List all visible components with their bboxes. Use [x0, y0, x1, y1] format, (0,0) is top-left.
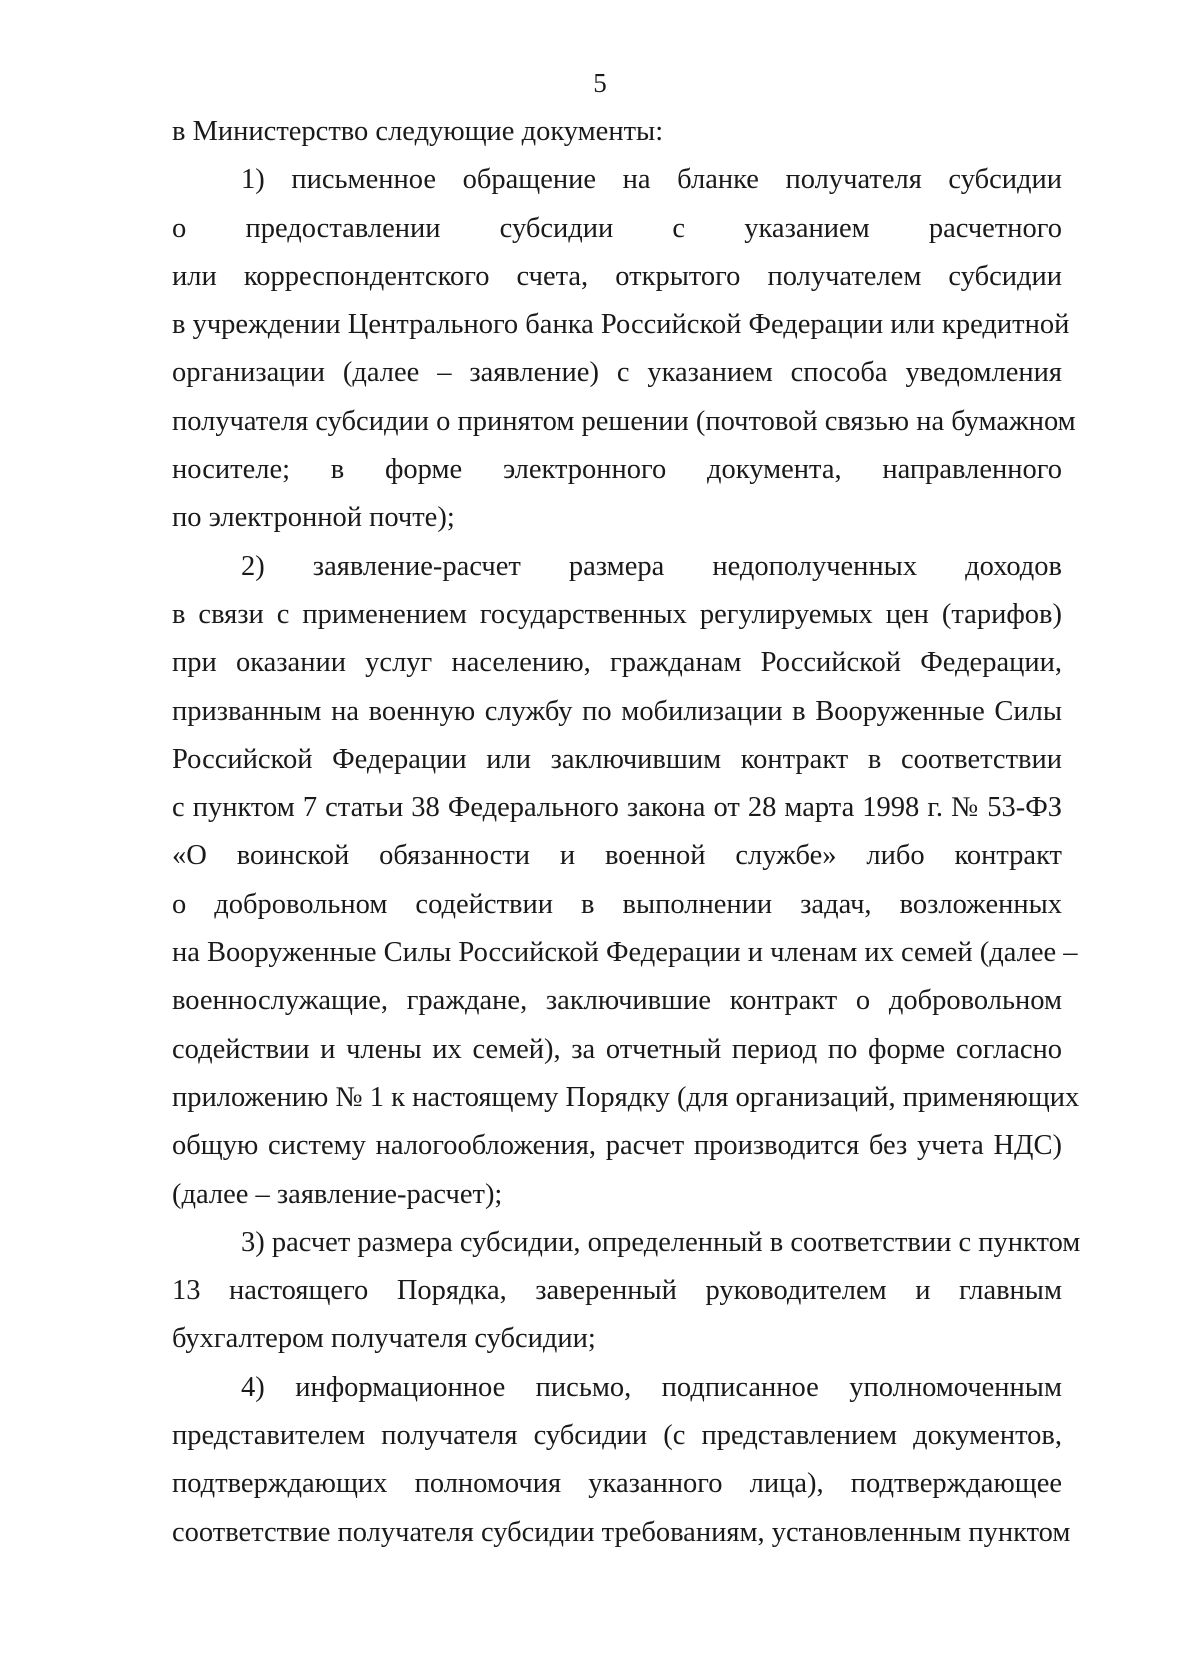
text-line: Российской Федерации или заключившим контракт в соответствии	[172, 743, 1062, 775]
text-line: о предоставлении субсидии с указанием расчетного	[172, 212, 1062, 244]
document-body	[172, 108, 1081, 1557]
text-line: организации (далее – заявление) с указанием способа уведомления	[172, 357, 1062, 389]
text-line: (далее – заявление-расчет);	[172, 1178, 503, 1210]
text-line: военнослужащие, граждане, заключившие контракт о добровольном	[172, 985, 1062, 1017]
text-line: представителем получателя субсидии (с представлением документов,	[172, 1420, 1062, 1452]
text-line: 2) заявление-расчет размера недополученных доходов	[241, 550, 1062, 582]
page-number: 5	[593, 68, 607, 98]
text-line: общую систему налогообложения, расчет производится без учета НДС)	[172, 1130, 1062, 1162]
text-line: 4) информационное письмо, подписанное уполномоченным	[241, 1371, 1062, 1403]
text-line: получателя субсидии о принятом решении (почтовой связью на бумажном	[172, 405, 1076, 437]
text-line: при оказании услуг населению, гражданам Российской Федерации,	[172, 647, 1062, 679]
text-line: призванным на военную службу по мобилизации в Вооруженные Силы	[172, 695, 1062, 727]
text-line: в Министерство следующие документы:	[172, 116, 664, 147]
text-line: с пунктом 7 статьи 38 Федерального закона от 28 марта 1998 г. № 53-ФЗ	[172, 792, 1062, 824]
text-line: о добровольном содействии в выполнении задач, возложенных	[172, 888, 1062, 920]
text-line: 1) письменное обращение на бланке получателя субсидии	[241, 164, 1062, 196]
text-line: соответствие получателя субсидии требованиям, установленным пунктом	[172, 1516, 1071, 1548]
text-line: подтверждающих полномочия указанного лица), подтверждающее	[172, 1468, 1062, 1500]
text-line: 3) расчет размера субсидии, определенный в соответствии с пунктом	[241, 1226, 1081, 1258]
text-line: или корреспондентского счета, открытого получателем субсидии	[172, 260, 1062, 292]
text-line: на Вооруженные Силы Российской Федерации и членам их семей (далее –	[172, 937, 1078, 969]
text-line: «О воинской обязанности и военной службе» либо контракт	[172, 840, 1062, 872]
text-line: в связи с применением государственных регулируемых цен (тарифов)	[172, 598, 1062, 630]
text-line: содействии и члены их семей), за отчетный период по форме согласно	[172, 1033, 1062, 1065]
text-line: носителе; в форме электронного документа, направленного	[172, 454, 1062, 486]
text-line: приложению № 1 к настоящему Порядку (для организаций, применяющих	[172, 1081, 1080, 1113]
text-line: бухгалтером получателя субсидии;	[172, 1323, 596, 1355]
text-line: в учреждении Центрального банка Российской Федерации или кредитной	[172, 309, 1070, 341]
text-line: 13 настоящего Порядка, заверенный руководителем и главным	[172, 1275, 1062, 1307]
text-line: по электронной почте);	[172, 502, 455, 534]
